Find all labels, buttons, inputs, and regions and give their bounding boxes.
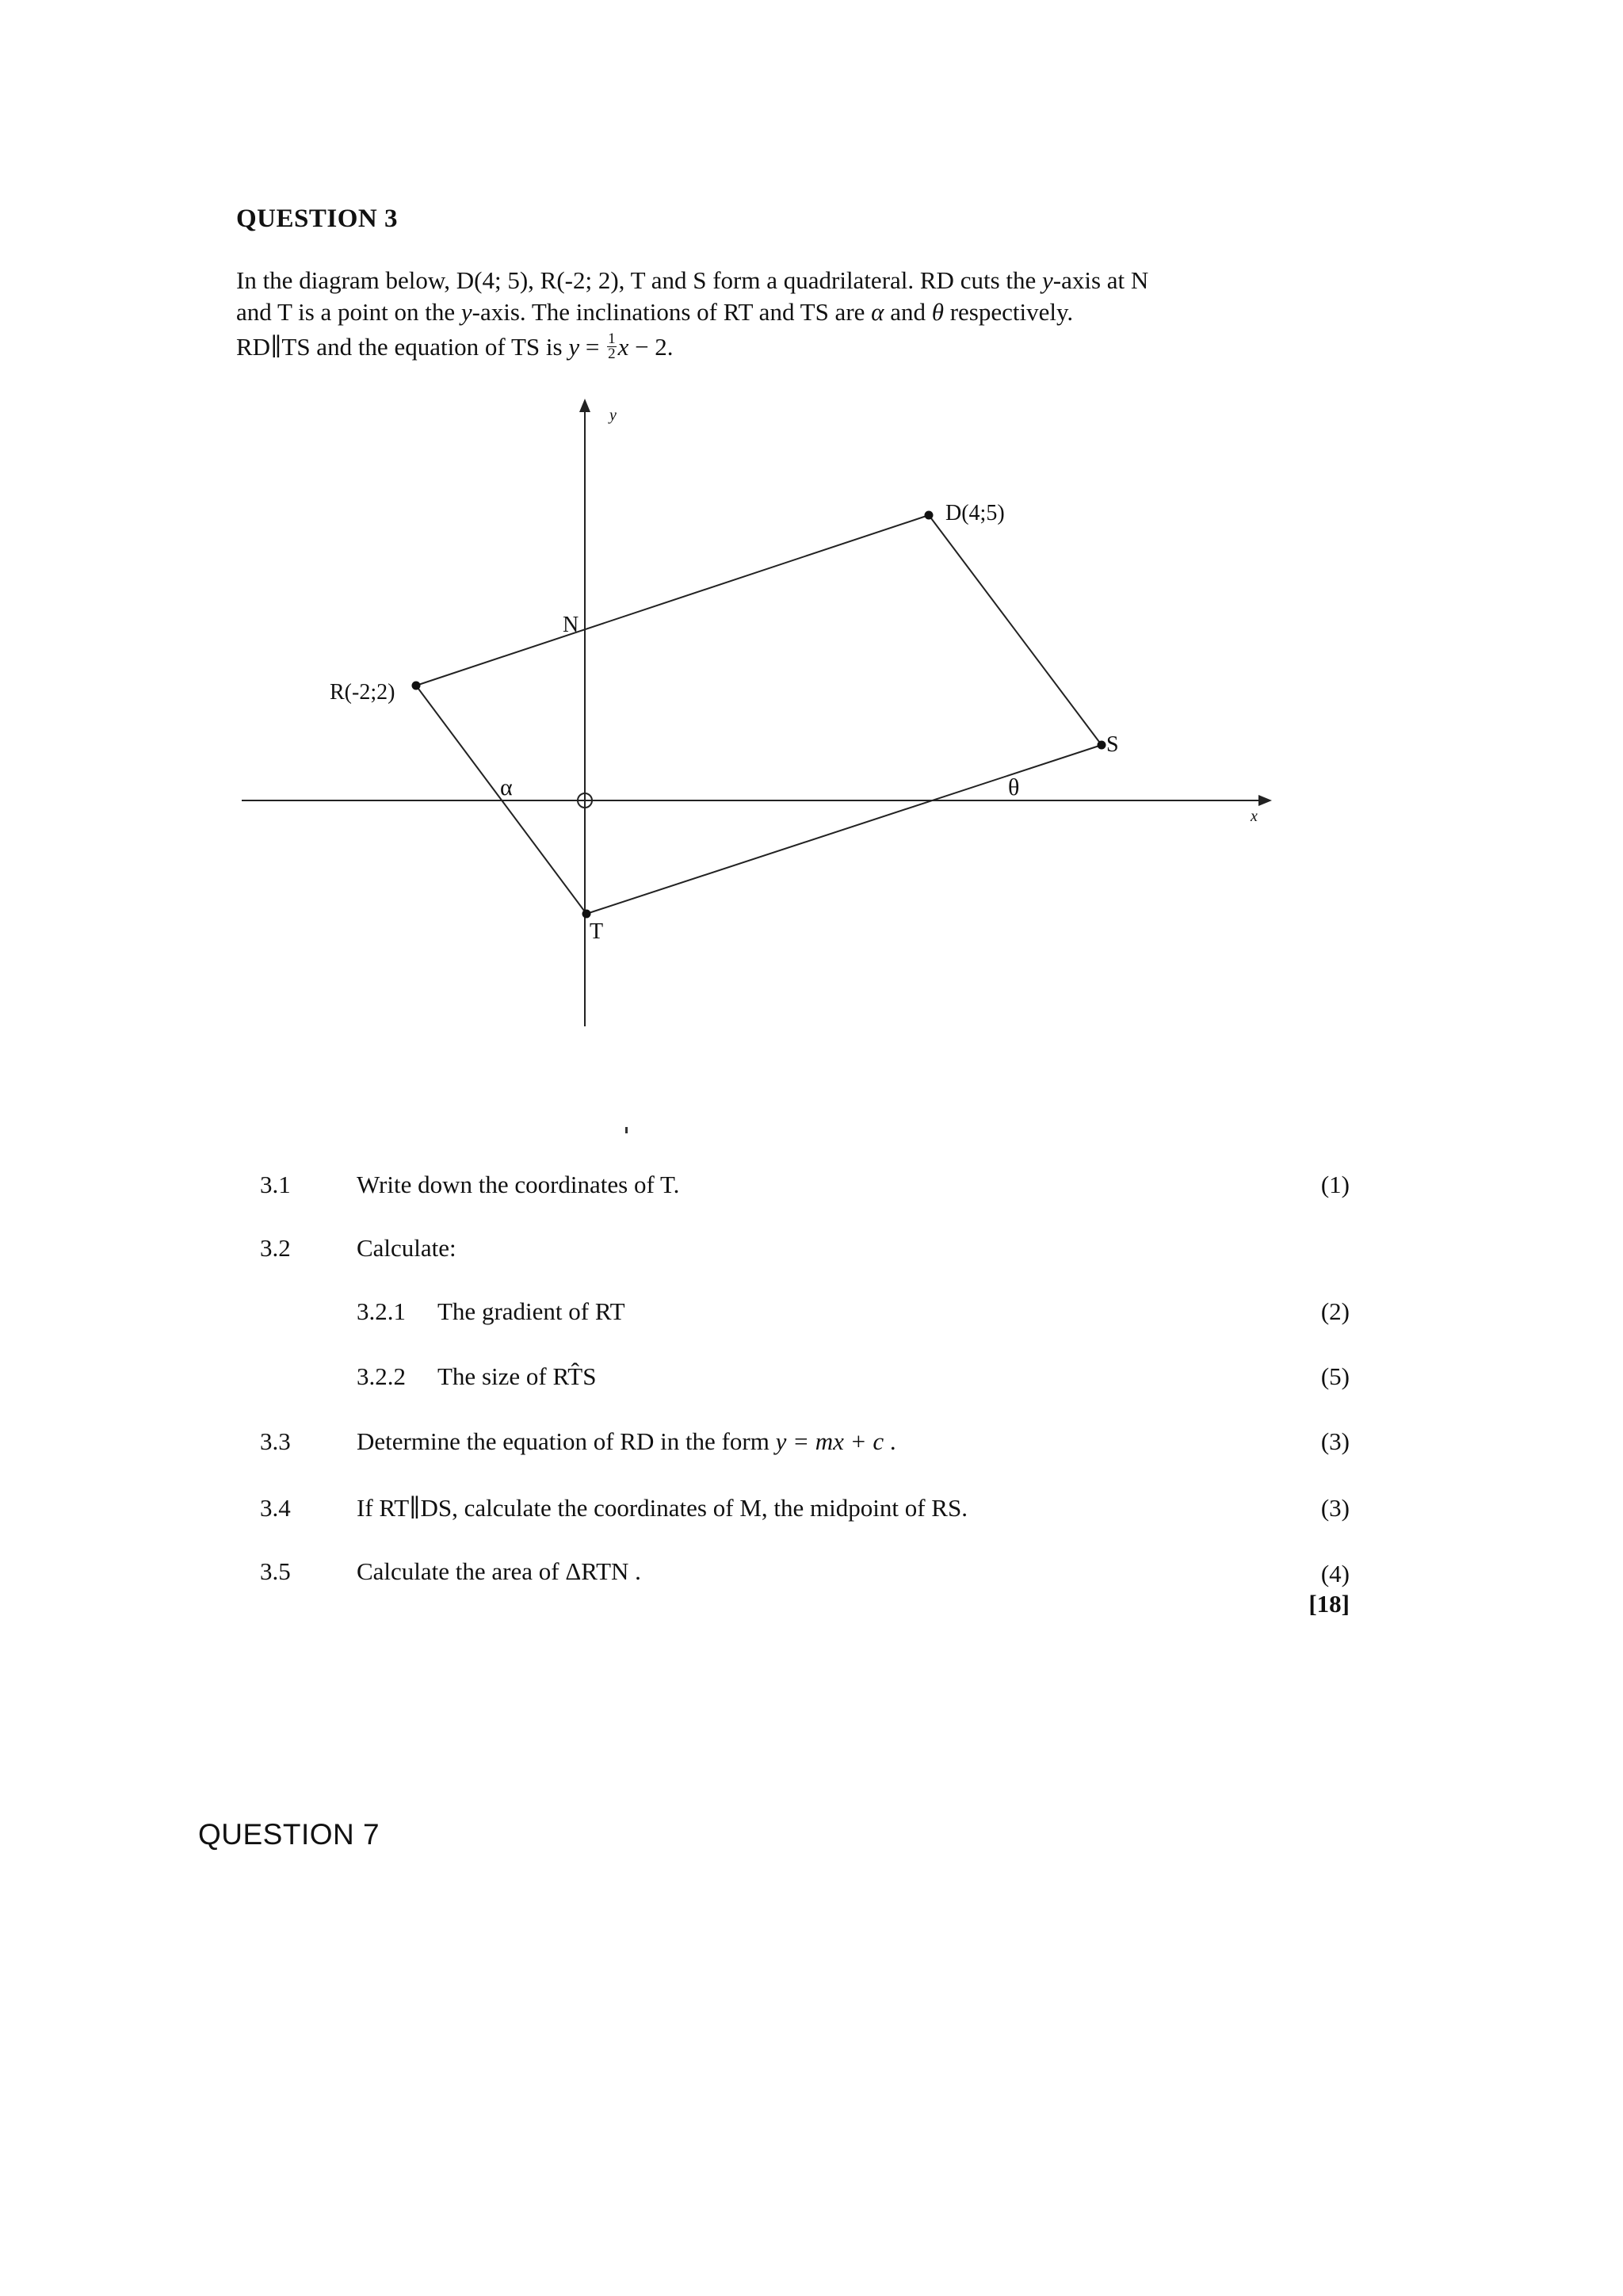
item-number: 3.2 <box>260 1234 291 1262</box>
equation-y: y <box>568 333 580 361</box>
point-S <box>1098 741 1106 750</box>
label-N: N <box>563 613 579 637</box>
intro-text: -axis. The inclinations of RT and TS are <box>472 298 872 326</box>
intro-var: y <box>460 298 472 326</box>
y-axis-label: y <box>609 407 617 424</box>
intro-text: -axis at N <box>1052 266 1149 294</box>
subitem-text: The gradient of RT <box>437 1297 625 1325</box>
stray-mark <box>625 1127 628 1133</box>
intro-text: In the diagram below, D(4; 5), R(-2; 2), T and S form a quadrilateral. RD cuts the <box>236 266 1043 294</box>
intro-text: and T is a point on the <box>236 298 461 326</box>
label-D: D(4;5) <box>945 501 1005 525</box>
angle-vertex: T̂ <box>567 1362 583 1390</box>
fraction-denominator: 2 <box>608 346 616 363</box>
label-theta: θ <box>1008 774 1020 800</box>
half-fraction <box>607 332 617 361</box>
point-R <box>412 682 421 690</box>
item-number: 3.1 <box>260 1171 291 1198</box>
equation-equals: = <box>579 333 606 361</box>
question-heading: QUESTION 3 <box>236 204 398 233</box>
label-T: T <box>590 919 604 944</box>
theta-symbol: θ <box>931 298 944 326</box>
equation-end: − 2. <box>628 333 674 361</box>
item-number: 3.3 <box>260 1427 291 1455</box>
label-R: R(-2;2) <box>330 680 395 705</box>
intro-line-3 <box>236 331 674 364</box>
item-marks: (2) <box>1320 1297 1350 1325</box>
intro-text: and <box>884 298 932 326</box>
subitem-text <box>437 1362 596 1391</box>
x-axis-label: x <box>1251 808 1258 825</box>
y-axis-arrow <box>579 399 590 412</box>
subitem-text-part: The size of R <box>437 1362 568 1390</box>
item-text <box>357 1427 896 1456</box>
side-RD <box>416 515 929 686</box>
intro-var: y <box>1042 266 1053 294</box>
item-text: Calculate the area of ΔRTN . <box>357 1557 641 1585</box>
side-DS <box>929 515 1102 745</box>
line-formula: y = mx + c <box>775 1427 884 1455</box>
item-number: 3.4 <box>260 1494 291 1522</box>
question-total: [18] <box>1308 1590 1350 1618</box>
subitem-number: 3.2.1 <box>357 1297 406 1325</box>
fraction-numerator: 1 <box>608 330 616 348</box>
item-text: Calculate: <box>357 1234 456 1262</box>
label-alpha: α <box>500 774 513 800</box>
item-text: If RT∥DS, calculate the coordinates of M, the midpoint of RS. <box>357 1494 968 1522</box>
intro-text: RD∥TS and the equation of TS is <box>236 333 569 361</box>
intro-line-1 <box>236 265 1148 296</box>
quadrilateral-diagram <box>230 388 1292 1038</box>
item-marks: (3) <box>1320 1494 1350 1522</box>
x-axis-arrow <box>1258 795 1272 806</box>
item-text-part: Determine the equation of RD in the form <box>357 1427 776 1455</box>
alpha-symbol: α <box>871 298 884 326</box>
intro-text: respectively. <box>943 298 1074 326</box>
subitem-text-part: S <box>582 1362 597 1390</box>
item-marks: (4) <box>1320 1560 1350 1587</box>
item-marks: (3) <box>1320 1427 1350 1455</box>
item-marks: (5) <box>1320 1362 1350 1390</box>
item-text-part: . <box>884 1427 896 1455</box>
side-ST <box>586 745 1102 914</box>
point-D <box>925 511 934 520</box>
intro-line-2 <box>236 296 1073 328</box>
item-text: Write down the coordinates of T. <box>357 1171 680 1198</box>
next-question-heading: QUESTION 7 <box>198 1818 380 1851</box>
equation-x: x <box>617 333 629 361</box>
subitem-number: 3.2.2 <box>357 1362 406 1390</box>
item-marks: (1) <box>1320 1171 1350 1198</box>
item-number: 3.5 <box>260 1557 291 1585</box>
point-T <box>582 910 591 919</box>
label-S: S <box>1106 732 1119 757</box>
